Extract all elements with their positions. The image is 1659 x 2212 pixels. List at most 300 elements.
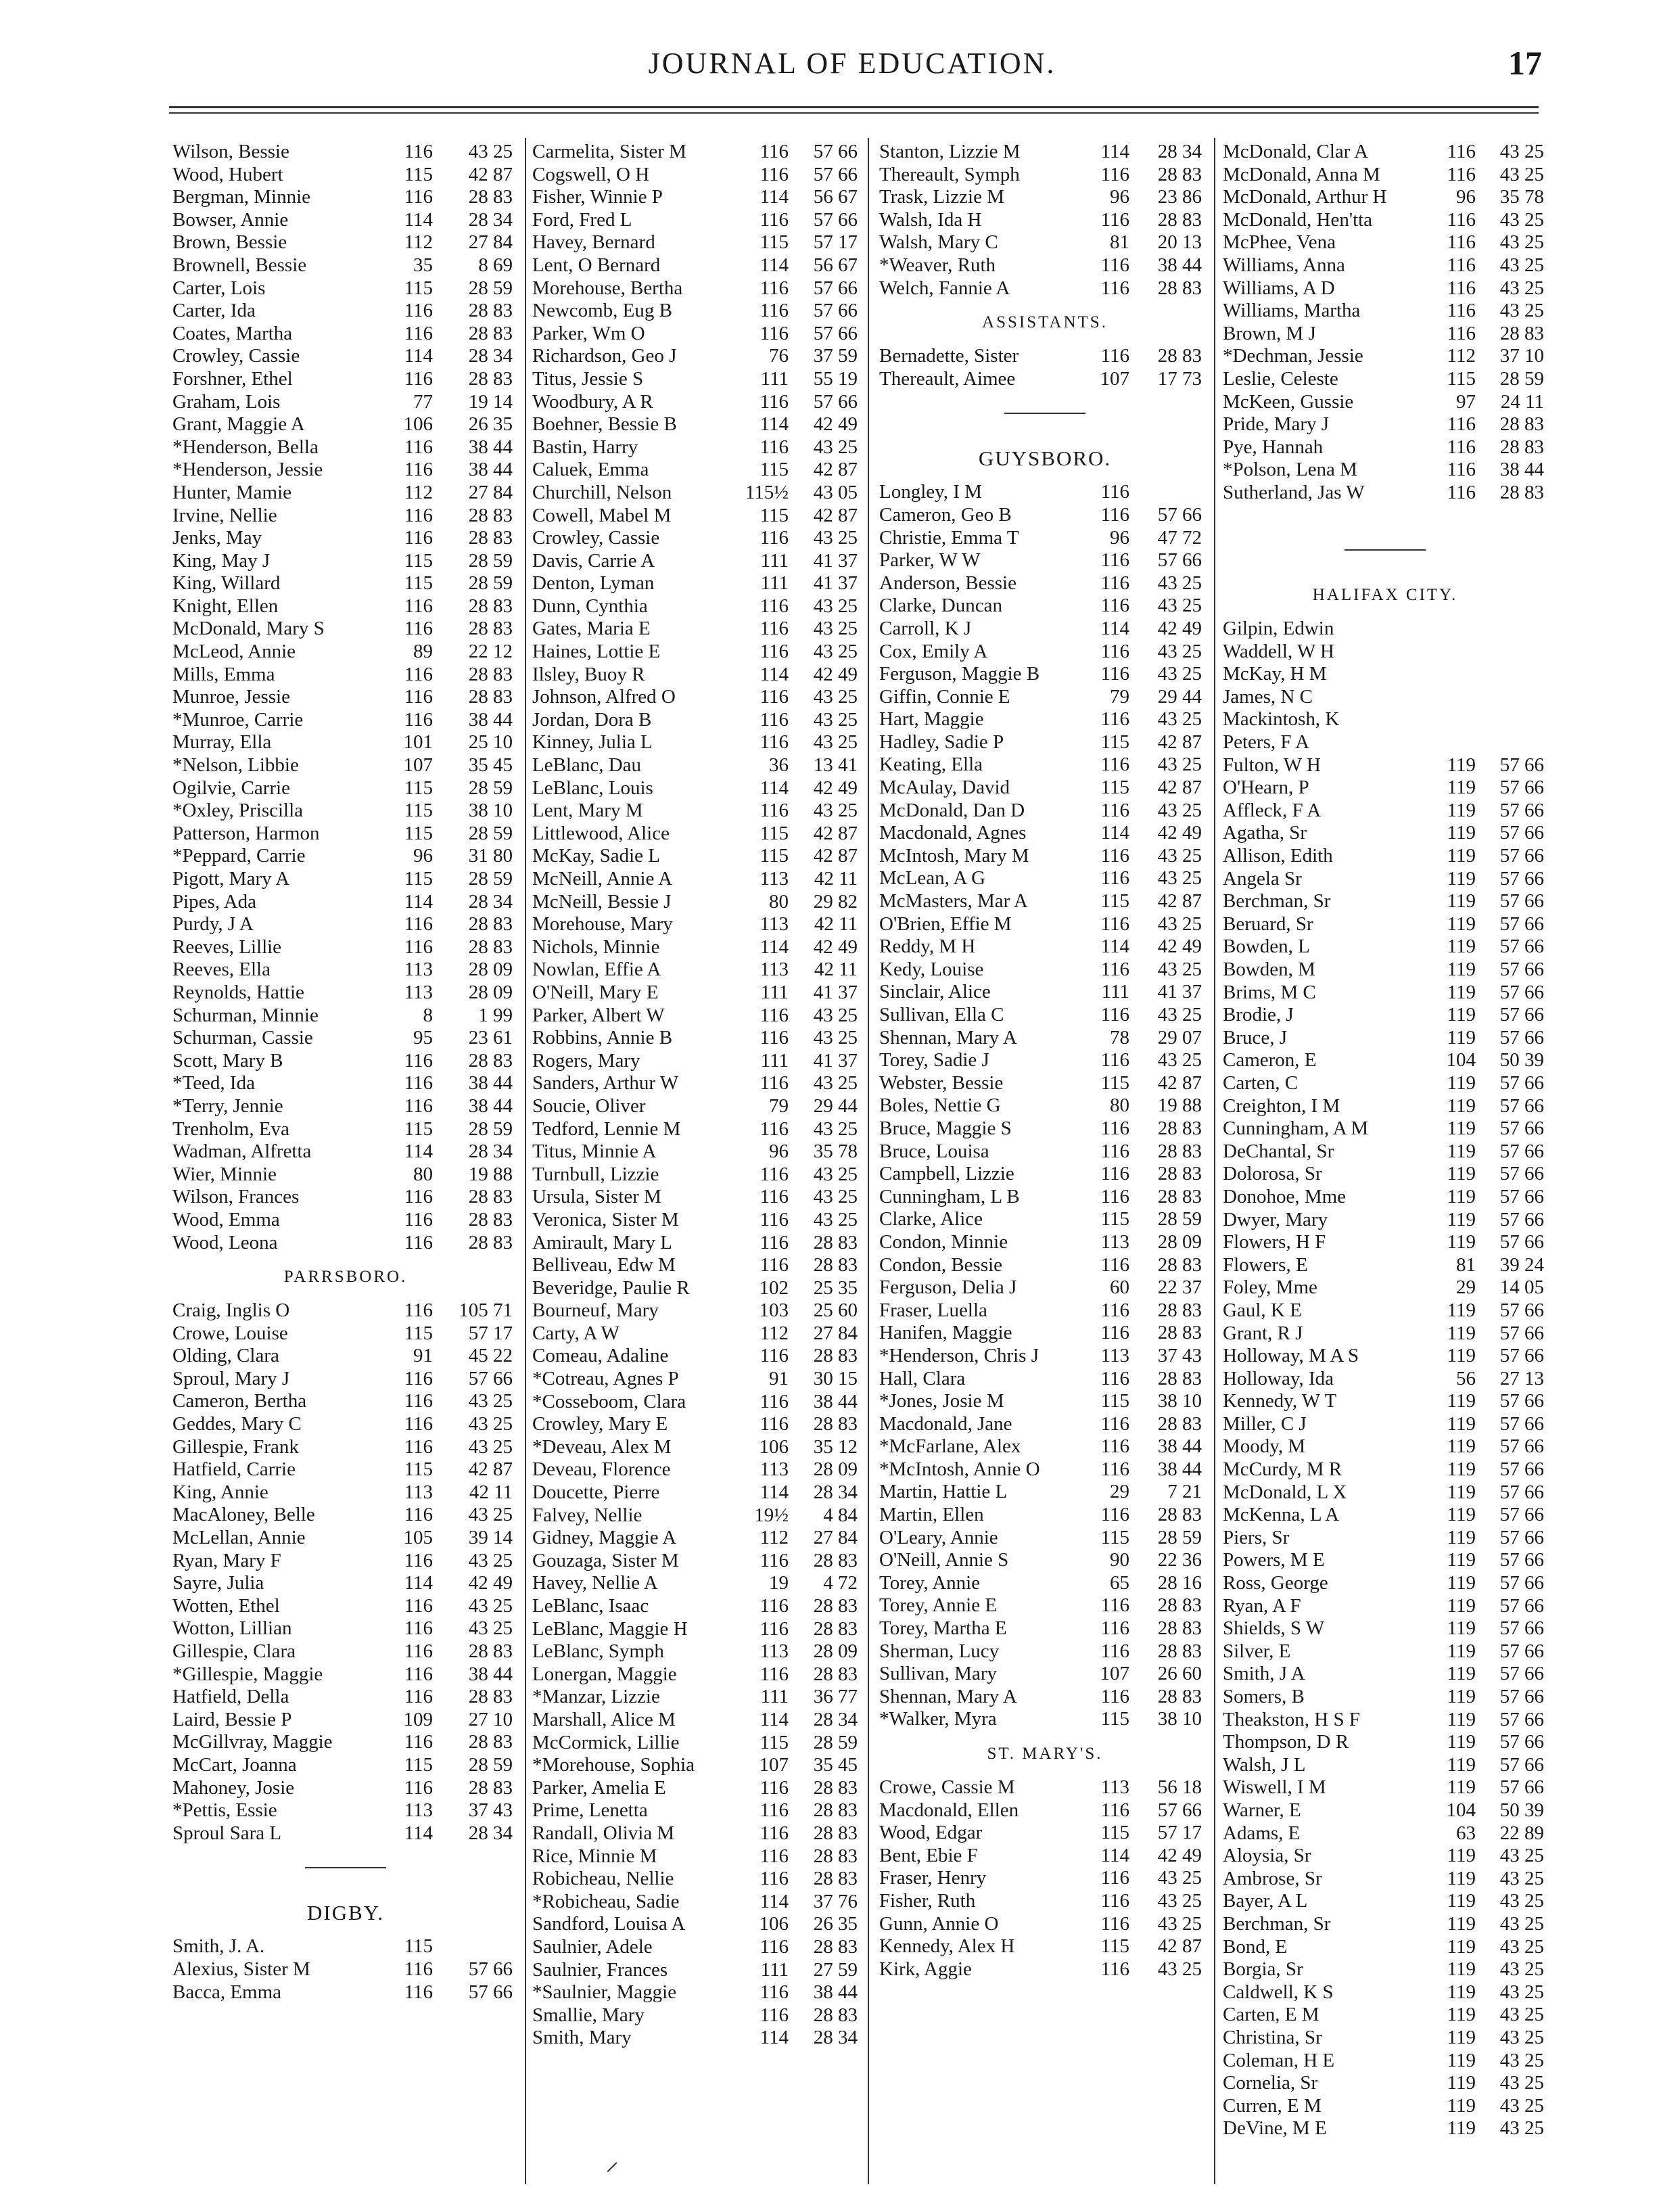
list-item xyxy=(1223,459,1547,482)
teacher-name: Ryan, Mary F xyxy=(172,1549,281,1571)
teacher-name: Angela Sr xyxy=(1223,867,1302,890)
days-taught: 116 xyxy=(404,686,433,708)
grant-amount: 28 83 xyxy=(1157,1617,1202,1640)
grant-amount: 39 24 xyxy=(1499,1253,1544,1276)
grant-amount: 28 83 xyxy=(813,1345,858,1367)
teacher-name: Williams, A D xyxy=(1223,277,1335,299)
list-item xyxy=(1223,1299,1547,1322)
days-taught: 119 xyxy=(1447,1504,1476,1526)
section-heading: HALIFAX CITY. xyxy=(1312,586,1458,605)
grant-amount: 22 89 xyxy=(1499,1822,1544,1844)
days-taught: 116 xyxy=(1100,1435,1129,1458)
teacher-name: Hanifen, Maggie xyxy=(879,1322,1012,1344)
days-taught: 116 xyxy=(1100,1299,1129,1321)
teacher-name: MacAloney, Belle xyxy=(172,1504,315,1526)
days-taught: 116 xyxy=(760,1845,789,1867)
grant-amount: 42 11 xyxy=(814,868,858,890)
days-taught: 116 xyxy=(404,1549,433,1571)
list-item xyxy=(1223,1527,1547,1550)
grant-amount: 41 37 xyxy=(813,1049,858,1072)
grant-amount: 57 66 xyxy=(1499,777,1544,799)
days-taught: 116 xyxy=(1100,277,1129,299)
days-taught: 116 xyxy=(404,595,433,617)
list-item xyxy=(532,1663,864,1686)
list-item xyxy=(1223,345,1547,368)
teacher-name: Wood, Hubert xyxy=(172,163,283,185)
days-taught: 111 xyxy=(760,981,789,1003)
grant-amount: 23 61 xyxy=(468,1027,513,1049)
teacher-name: *Cotreau, Agnes P xyxy=(532,1368,679,1390)
teacher-name: Ambrose, Sr xyxy=(1223,1867,1322,1889)
teacher-name: Wiswell, I M xyxy=(1223,1776,1326,1799)
teacher-name: Geddes, Mary C xyxy=(172,1413,302,1435)
days-taught: 116 xyxy=(1100,1322,1129,1344)
days-taught: 116 xyxy=(1100,1117,1129,1139)
grant-amount: 56 67 xyxy=(813,186,858,208)
teacher-name: Pye, Hannah xyxy=(1223,436,1324,458)
days-taught: 112 xyxy=(1447,345,1476,367)
teacher-name: Robbins, Annie B xyxy=(532,1027,673,1049)
teacher-name: Williams, Martha xyxy=(1223,300,1361,322)
teacher-name: Kinney, Julia L xyxy=(532,731,653,754)
days-taught: 116 xyxy=(404,1958,433,1980)
list-item xyxy=(879,1208,1211,1231)
teacher-name: Crowe, Cassie M xyxy=(879,1776,1015,1798)
days-taught: 95 xyxy=(413,1027,433,1049)
days-taught: 116 xyxy=(1100,1004,1129,1026)
days-taught: 63 xyxy=(1456,1822,1476,1844)
days-taught: 119 xyxy=(1447,1731,1476,1753)
grant-amount: 28 83 xyxy=(1157,1504,1202,1526)
teacher-name: *Nelson, Libbie xyxy=(172,754,299,777)
grant-amount: 57 66 xyxy=(1499,1776,1544,1799)
list-item xyxy=(879,186,1211,209)
teacher-name: LeBlanc, Dau xyxy=(532,754,642,777)
teacher-name: Fulton, W H xyxy=(1223,754,1321,776)
days-taught: 115 xyxy=(1100,777,1129,799)
days-taught: 116 xyxy=(1447,163,1476,185)
teacher-name: Campbell, Lizzie xyxy=(879,1163,1014,1185)
grant-amount: 28 83 xyxy=(468,686,513,708)
grant-amount: 47 72 xyxy=(1157,526,1202,549)
teacher-name: Thompson, D R xyxy=(1223,1731,1349,1753)
grant-amount: 43 25 xyxy=(1157,1889,1202,1912)
list-item xyxy=(172,1550,519,1573)
list-item xyxy=(532,891,864,914)
grant-amount: 38 44 xyxy=(468,436,513,458)
teacher-name: Morehouse, Mary xyxy=(532,913,673,936)
list-item xyxy=(879,1254,1211,1277)
list-item xyxy=(1223,231,1547,254)
grant-amount: 57 66 xyxy=(1499,1163,1544,1185)
grant-amount: 28 83 xyxy=(468,186,513,208)
list-item xyxy=(172,1140,519,1163)
grant-amount: 4 72 xyxy=(823,1572,858,1594)
days-taught: 119 xyxy=(1447,1594,1476,1617)
list-item xyxy=(1223,254,1547,277)
list-item xyxy=(532,1913,864,1936)
list-item xyxy=(1223,1027,1547,1050)
column-3 xyxy=(879,141,1211,1981)
days-taught: 119 xyxy=(1447,1845,1476,1867)
list-item xyxy=(1223,663,1547,686)
days-taught: 111 xyxy=(760,549,789,572)
list-item xyxy=(1223,1254,1547,1277)
grant-amount: 28 59 xyxy=(1157,1526,1202,1548)
grant-amount: 28 83 xyxy=(813,1231,858,1253)
list-item xyxy=(879,1686,1211,1709)
teacher-name: Sayre, Julia xyxy=(172,1572,264,1594)
list-item xyxy=(879,1640,1211,1663)
grant-amount: 28 59 xyxy=(813,1731,858,1753)
list-item xyxy=(879,663,1211,686)
list-item xyxy=(172,959,519,982)
days-taught: 114 xyxy=(1100,141,1129,162)
teacher-name: Havey, Nellie A xyxy=(532,1572,658,1594)
days-taught: 116 xyxy=(404,1594,433,1617)
list-item xyxy=(532,1140,864,1163)
teacher-name: Bourneuf, Mary xyxy=(532,1299,659,1322)
list-item xyxy=(532,1868,864,1891)
list-item xyxy=(172,1572,519,1595)
list-item xyxy=(172,1640,519,1663)
grant-amount: 57 66 xyxy=(1499,799,1544,821)
teacher-name: Bowden, L xyxy=(1223,936,1310,958)
grant-amount: 57 66 xyxy=(1499,1708,1544,1730)
list-item xyxy=(879,1072,1211,1095)
teacher-name: Miller, C J xyxy=(1223,1412,1307,1435)
teacher-name: *Dechman, Jessie xyxy=(1223,345,1363,367)
grant-amount: 43 25 xyxy=(1499,2094,1544,2117)
teacher-name: Richardson, Geo J xyxy=(532,345,677,367)
teacher-name: *Deveau, Alex M xyxy=(532,1435,672,1458)
grant-amount: 28 59 xyxy=(468,277,513,299)
days-taught: 115 xyxy=(404,277,433,299)
teacher-name: *Munroe, Carrie xyxy=(172,708,304,731)
grant-amount: 28 83 xyxy=(468,1731,513,1753)
days-taught: 106 xyxy=(759,1435,789,1458)
days-taught: 113 xyxy=(1100,1230,1129,1253)
teacher-name: Mahoney, Josie xyxy=(172,1776,295,1799)
list-item xyxy=(532,300,864,323)
grant-amount: 57 66 xyxy=(1499,1617,1544,1640)
teacher-name: King, Annie xyxy=(172,1481,268,1503)
teacher-name: Carter, Lois xyxy=(172,277,266,299)
grant-amount: 28 83 xyxy=(1157,1367,1202,1389)
teacher-name: Titus, Minnie A xyxy=(532,1140,657,1163)
grant-amount: 43 25 xyxy=(1157,572,1202,594)
grant-amount: 42 49 xyxy=(1157,1844,1202,1866)
days-taught: 113 xyxy=(760,913,789,936)
days-taught: 115 xyxy=(404,1935,433,1958)
grant-amount: 42 87 xyxy=(1157,890,1202,913)
days-taught: 116 xyxy=(1447,254,1476,276)
days-taught: 106 xyxy=(759,1913,789,1935)
grant-amount: 19 88 xyxy=(1157,1095,1202,1117)
grant-amount: 28 59 xyxy=(468,572,513,595)
list-item xyxy=(532,1891,864,1914)
days-taught: 116 xyxy=(760,322,789,344)
list-item xyxy=(532,1845,864,1868)
grant-amount: 28 83 xyxy=(813,1935,858,1958)
teacher-name: Shennan, Mary A xyxy=(879,1685,1017,1707)
days-taught: 119 xyxy=(1447,1526,1476,1548)
teacher-name: *Henderson, Chris J xyxy=(879,1344,1039,1366)
grant-amount: 43 25 xyxy=(813,1163,858,1185)
list-item xyxy=(879,913,1211,936)
days-taught: 116 xyxy=(404,1617,433,1640)
teacher-name: Crowley, Cassie xyxy=(172,345,300,367)
grant-amount: 42 87 xyxy=(813,504,858,526)
list-item xyxy=(879,231,1211,254)
days-taught: 116 xyxy=(404,1072,433,1095)
grant-amount: 38 44 xyxy=(1157,1458,1202,1480)
column-4 xyxy=(1223,141,1547,2140)
days-taught: 116 xyxy=(404,1663,433,1685)
teacher-name: Davis, Carrie A xyxy=(532,549,655,572)
list-item xyxy=(532,572,864,595)
section-heading: GUYSBORO. xyxy=(978,446,1112,471)
section-heading: PARRSBORO. xyxy=(283,1268,408,1287)
grant-amount: 28 83 xyxy=(813,1549,858,1571)
grant-amount: 28 83 xyxy=(813,1254,858,1276)
list-item xyxy=(532,959,864,982)
teacher-name: Littlewood, Alice xyxy=(532,822,670,844)
teacher-name: Kirk, Aggie xyxy=(879,1958,972,1980)
teacher-name: Fraser, Luella xyxy=(879,1299,987,1321)
list-item xyxy=(1223,1276,1547,1299)
teacher-name: Dunn, Cynthia xyxy=(532,595,648,617)
list-item xyxy=(532,1709,864,1732)
grant-amount: 43 25 xyxy=(1499,2117,1544,2140)
grant-amount: 43 25 xyxy=(1499,141,1544,162)
days-taught: 114 xyxy=(404,1822,433,1844)
days-taught: 103 xyxy=(759,1299,789,1322)
list-item xyxy=(879,141,1211,164)
list-item xyxy=(879,595,1211,618)
list-item xyxy=(879,1276,1211,1299)
teacher-name: Alexius, Sister M xyxy=(172,1958,310,1980)
teacher-name: *Terry, Jennie xyxy=(172,1095,283,1117)
days-taught: 116 xyxy=(1100,595,1129,617)
days-taught: 116 xyxy=(1100,1140,1129,1162)
days-taught: 114 xyxy=(1100,936,1129,958)
days-taught: 116 xyxy=(404,1776,433,1799)
teacher-name: Wood, Leona xyxy=(172,1231,278,1253)
list-item xyxy=(172,777,519,800)
list-item xyxy=(532,1959,864,1982)
days-taught: 119 xyxy=(1447,2026,1476,2048)
days-taught: 115 xyxy=(404,1458,433,1481)
teacher-name: Reeves, Ella xyxy=(172,959,271,981)
days-taught: 116 xyxy=(404,1186,433,1208)
days-taught: 115 xyxy=(404,777,433,799)
list-item xyxy=(172,1799,519,1822)
list-item xyxy=(532,1209,864,1232)
list-item xyxy=(172,505,519,528)
grant-amount: 43 25 xyxy=(813,708,858,731)
grant-amount: 28 59 xyxy=(1157,1208,1202,1230)
list-item xyxy=(879,777,1211,800)
list-item xyxy=(532,1072,864,1095)
list-item xyxy=(879,1368,1211,1391)
list-item xyxy=(879,1413,1211,1436)
days-taught: 116 xyxy=(760,1595,789,1617)
teacher-name: O'Brien, Effie M xyxy=(879,913,1012,935)
list-item xyxy=(172,1709,519,1732)
list-item xyxy=(172,1027,519,1050)
list-item xyxy=(1223,2117,1547,2140)
grant-amount: 35 45 xyxy=(813,1754,858,1776)
teacher-name: Cameron, E xyxy=(1223,1049,1317,1072)
grant-amount: 57 66 xyxy=(1499,1117,1544,1140)
teacher-name: Clarke, Duncan xyxy=(879,595,1002,617)
list-item xyxy=(1223,1231,1547,1254)
days-taught: 111 xyxy=(760,1049,789,1072)
grant-amount: 28 83 xyxy=(1157,1594,1202,1617)
grant-amount: 27 10 xyxy=(468,1708,513,1730)
teacher-name: *Robicheau, Sadie xyxy=(532,1890,680,1912)
grant-amount: 57 66 xyxy=(1499,1208,1544,1230)
teacher-name: Cameron, Bertha xyxy=(172,1390,307,1412)
grant-amount: 28 83 xyxy=(1157,1185,1202,1207)
list-item xyxy=(172,1686,519,1709)
teacher-name: *Jones, Josie M xyxy=(879,1390,1004,1412)
days-taught: 116 xyxy=(760,1027,789,1049)
grant-amount: 57 66 xyxy=(1499,1185,1544,1207)
grant-amount: 57 17 xyxy=(1157,1822,1202,1844)
grant-amount: 57 66 xyxy=(1499,1095,1544,1117)
teacher-name: Gunn, Annie O xyxy=(879,1912,999,1935)
grant-amount: 28 83 xyxy=(468,618,513,640)
teacher-name: Somers, B xyxy=(1223,1686,1305,1707)
list-item xyxy=(879,1867,1211,1890)
teacher-name: Sproul Sara L xyxy=(172,1822,282,1844)
list-item xyxy=(172,323,519,346)
list-item xyxy=(1223,209,1547,232)
grant-amount: 57 66 xyxy=(1499,1072,1544,1094)
teacher-name: Wotton, Lillian xyxy=(172,1617,292,1640)
days-taught: 119 xyxy=(1447,1412,1476,1435)
list-item xyxy=(879,1390,1211,1413)
grant-amount: 42 49 xyxy=(1157,617,1202,639)
section-divider xyxy=(879,390,1211,436)
days-taught: 80 xyxy=(769,890,789,913)
days-taught: 113 xyxy=(404,959,433,981)
list-item xyxy=(532,800,864,823)
days-taught: 91 xyxy=(769,1368,789,1390)
list-item xyxy=(532,459,864,482)
teacher-name: Bruce, Louisa xyxy=(879,1140,989,1162)
list-item xyxy=(532,1277,864,1300)
days-taught: 119 xyxy=(1447,1867,1476,1889)
list-item xyxy=(879,1027,1211,1050)
grant-amount: 38 10 xyxy=(1157,1390,1202,1412)
grant-amount: 43 25 xyxy=(1157,844,1202,867)
teacher-name: Martin, Ellen xyxy=(879,1504,984,1526)
list-item xyxy=(879,1345,1211,1368)
header-rule-thin xyxy=(169,112,1539,114)
days-taught: 116 xyxy=(760,277,789,299)
days-taught: 116 xyxy=(760,1663,789,1685)
list-item xyxy=(879,345,1211,368)
grant-amount: 57 66 xyxy=(813,163,858,185)
list-item xyxy=(879,1458,1211,1481)
days-taught: 115 xyxy=(760,504,789,526)
teacher-name: Hart, Maggie xyxy=(879,708,984,731)
list-item xyxy=(532,527,864,550)
list-item xyxy=(879,572,1211,595)
teacher-name: Pride, Mary J xyxy=(1223,413,1330,436)
list-item xyxy=(1223,2027,1547,2050)
days-taught: 116 xyxy=(1100,1640,1129,1662)
days-taught: 76 xyxy=(769,345,789,367)
days-taught: 115 xyxy=(404,1322,433,1344)
grant-amount: 28 09 xyxy=(468,981,513,1003)
list-item xyxy=(172,1345,519,1368)
teacher-name: Nowlan, Effie A xyxy=(532,959,661,981)
teacher-name: *Saulnier, Maggie xyxy=(532,1981,677,2004)
days-taught: 79 xyxy=(1110,685,1129,708)
days-taught: 119 xyxy=(1447,1640,1476,1662)
teacher-name: Fisher, Winnie P xyxy=(532,186,663,208)
grant-amount: 26 35 xyxy=(468,413,513,436)
teacher-name: Rogers, Mary xyxy=(532,1049,640,1072)
list-item xyxy=(532,1436,864,1459)
days-taught: 101 xyxy=(403,731,433,754)
list-item xyxy=(1223,1186,1547,1209)
list-item xyxy=(532,1732,864,1755)
grant-amount: 28 83 xyxy=(1157,1299,1202,1321)
teacher-name: Boles, Nettie G xyxy=(879,1095,1001,1117)
list-item xyxy=(532,731,864,754)
list-item xyxy=(1223,277,1547,300)
list-item xyxy=(1223,368,1547,391)
days-taught: 116 xyxy=(1447,300,1476,322)
grant-amount: 57 66 xyxy=(1499,936,1544,958)
days-taught: 19½ xyxy=(754,1504,789,1526)
days-taught: 119 xyxy=(1447,1163,1476,1185)
grant-amount: 43 25 xyxy=(1157,867,1202,890)
days-taught: 113 xyxy=(1100,1344,1129,1366)
list-item xyxy=(1223,1368,1547,1391)
grant-amount: 28 83 xyxy=(468,1686,513,1708)
teacher-name: Smallie, Mary xyxy=(532,2004,645,2026)
teacher-name: Churchill, Nelson xyxy=(532,481,672,503)
list-item xyxy=(172,277,519,300)
teacher-name: Carmelita, Sister M xyxy=(532,141,686,162)
teacher-name: Theakston, H S F xyxy=(1223,1708,1360,1730)
teacher-name: Pigott, Mary A xyxy=(172,868,290,890)
column-divider xyxy=(1214,138,1215,2184)
list-item xyxy=(172,754,519,777)
list-item xyxy=(1223,618,1547,641)
list-item xyxy=(172,391,519,414)
teacher-name: Ryan, A F xyxy=(1223,1594,1301,1617)
teacher-name: McIntosh, Mary M xyxy=(879,844,1029,867)
grant-amount: 28 34 xyxy=(813,2027,858,2049)
list-item xyxy=(172,731,519,754)
list-item xyxy=(172,141,519,164)
days-taught: 116 xyxy=(1100,254,1129,276)
days-taught: 116 xyxy=(1100,549,1129,572)
days-taught: 114 xyxy=(760,1890,789,1912)
list-item xyxy=(532,1618,864,1641)
teacher-name: Jordan, Dora B xyxy=(532,708,652,731)
list-item xyxy=(1223,1776,1547,1799)
days-taught: 116 xyxy=(1100,958,1129,980)
teacher-name: *Peppard, Carrie xyxy=(172,845,306,867)
